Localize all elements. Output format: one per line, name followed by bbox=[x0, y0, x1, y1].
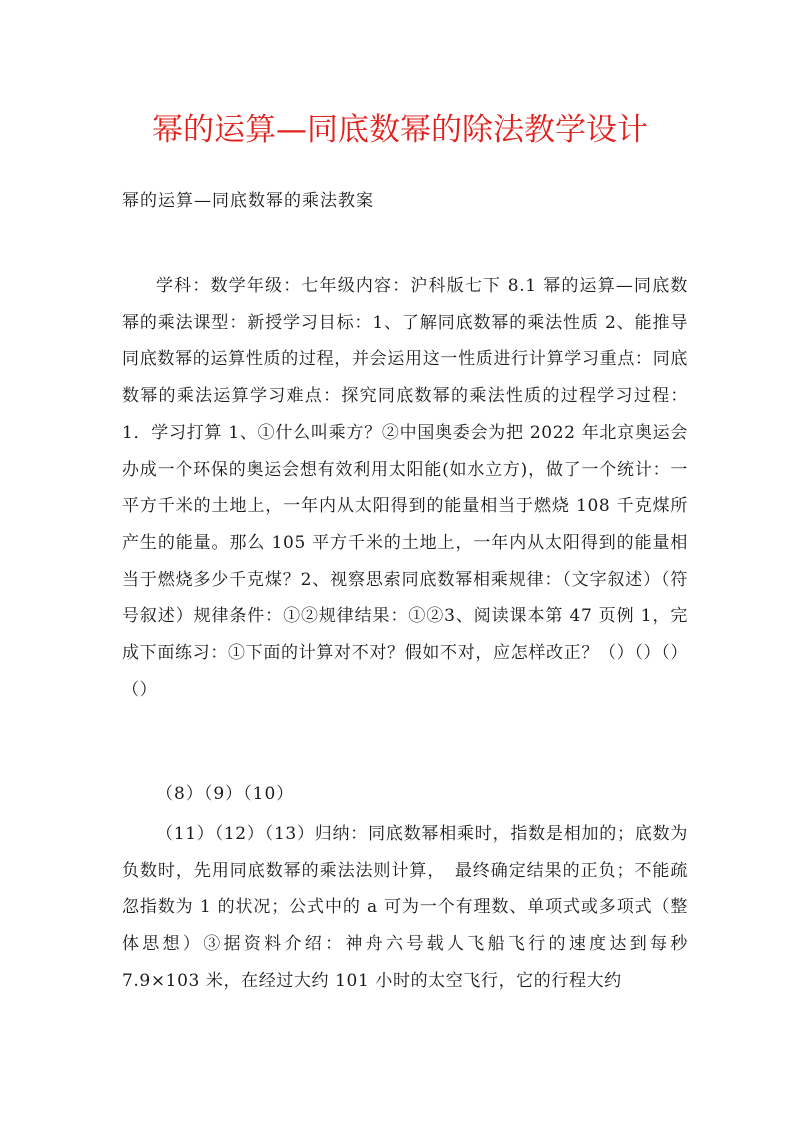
document-subtitle: 幂的运算—同底数幂的乘法教案 bbox=[122, 191, 374, 211]
document-title: 幂的运算—同底数幂的除法教学设计 bbox=[152, 112, 648, 148]
body-paragraph-3: （11）（12）（13）归纳：同底数幂相乘时，指数是相加的；底数为负数时，先用同底数幂的乘法法则计算， 最终确定结果的正负；不能疏忽指数为 1 的状况；公式中的 a 可为一个有理数、单项式或多项式（整体思想）③据资料介绍：神舟六号载人飞船飞行的速度达到每秒 7.9×103 米，在经过大约 101 小时的太空飞行，它的行程大约 bbox=[122, 824, 688, 991]
body-paragraph-1: 学科：数学年级：七年级内容：沪科版七下 8.1 幂的运算—同底数幂的乘法课型：新授学习目标：1、了解同底数幂的乘法性质 2、能推导同底数幂的运算性质的过程，并会运用这一性质进行计算学习重点：同底数幂的乘法运算学习难点：探究同底数幂的乘法性质的过程学习过程：1．学习打算 1、①什么叫乘方？②中国奥委会为把 2022 年北京奥运会办成一个环保的奥运会想有效利用太阳能(如水立方)，做了一个统计：一平方千米的土地上，一年内从太阳得到的能量相当于燃烧 108 千克煤所产生的能量。那么 105 平方千米的土地上，一年内从太阳得到的能量相当于燃烧多少千克煤？2、视察思索同底数幂相乘规律：（文字叙述）（符号叙述）规律条件：①②规律结果：①②3、阅读课本第 47 页例 1，完成下面练习：①下面的计算对不对？假如不对，应怎样改正？（）（）（）（） bbox=[122, 276, 688, 700]
body-line-2: （8）（9）（10） bbox=[156, 784, 295, 804]
